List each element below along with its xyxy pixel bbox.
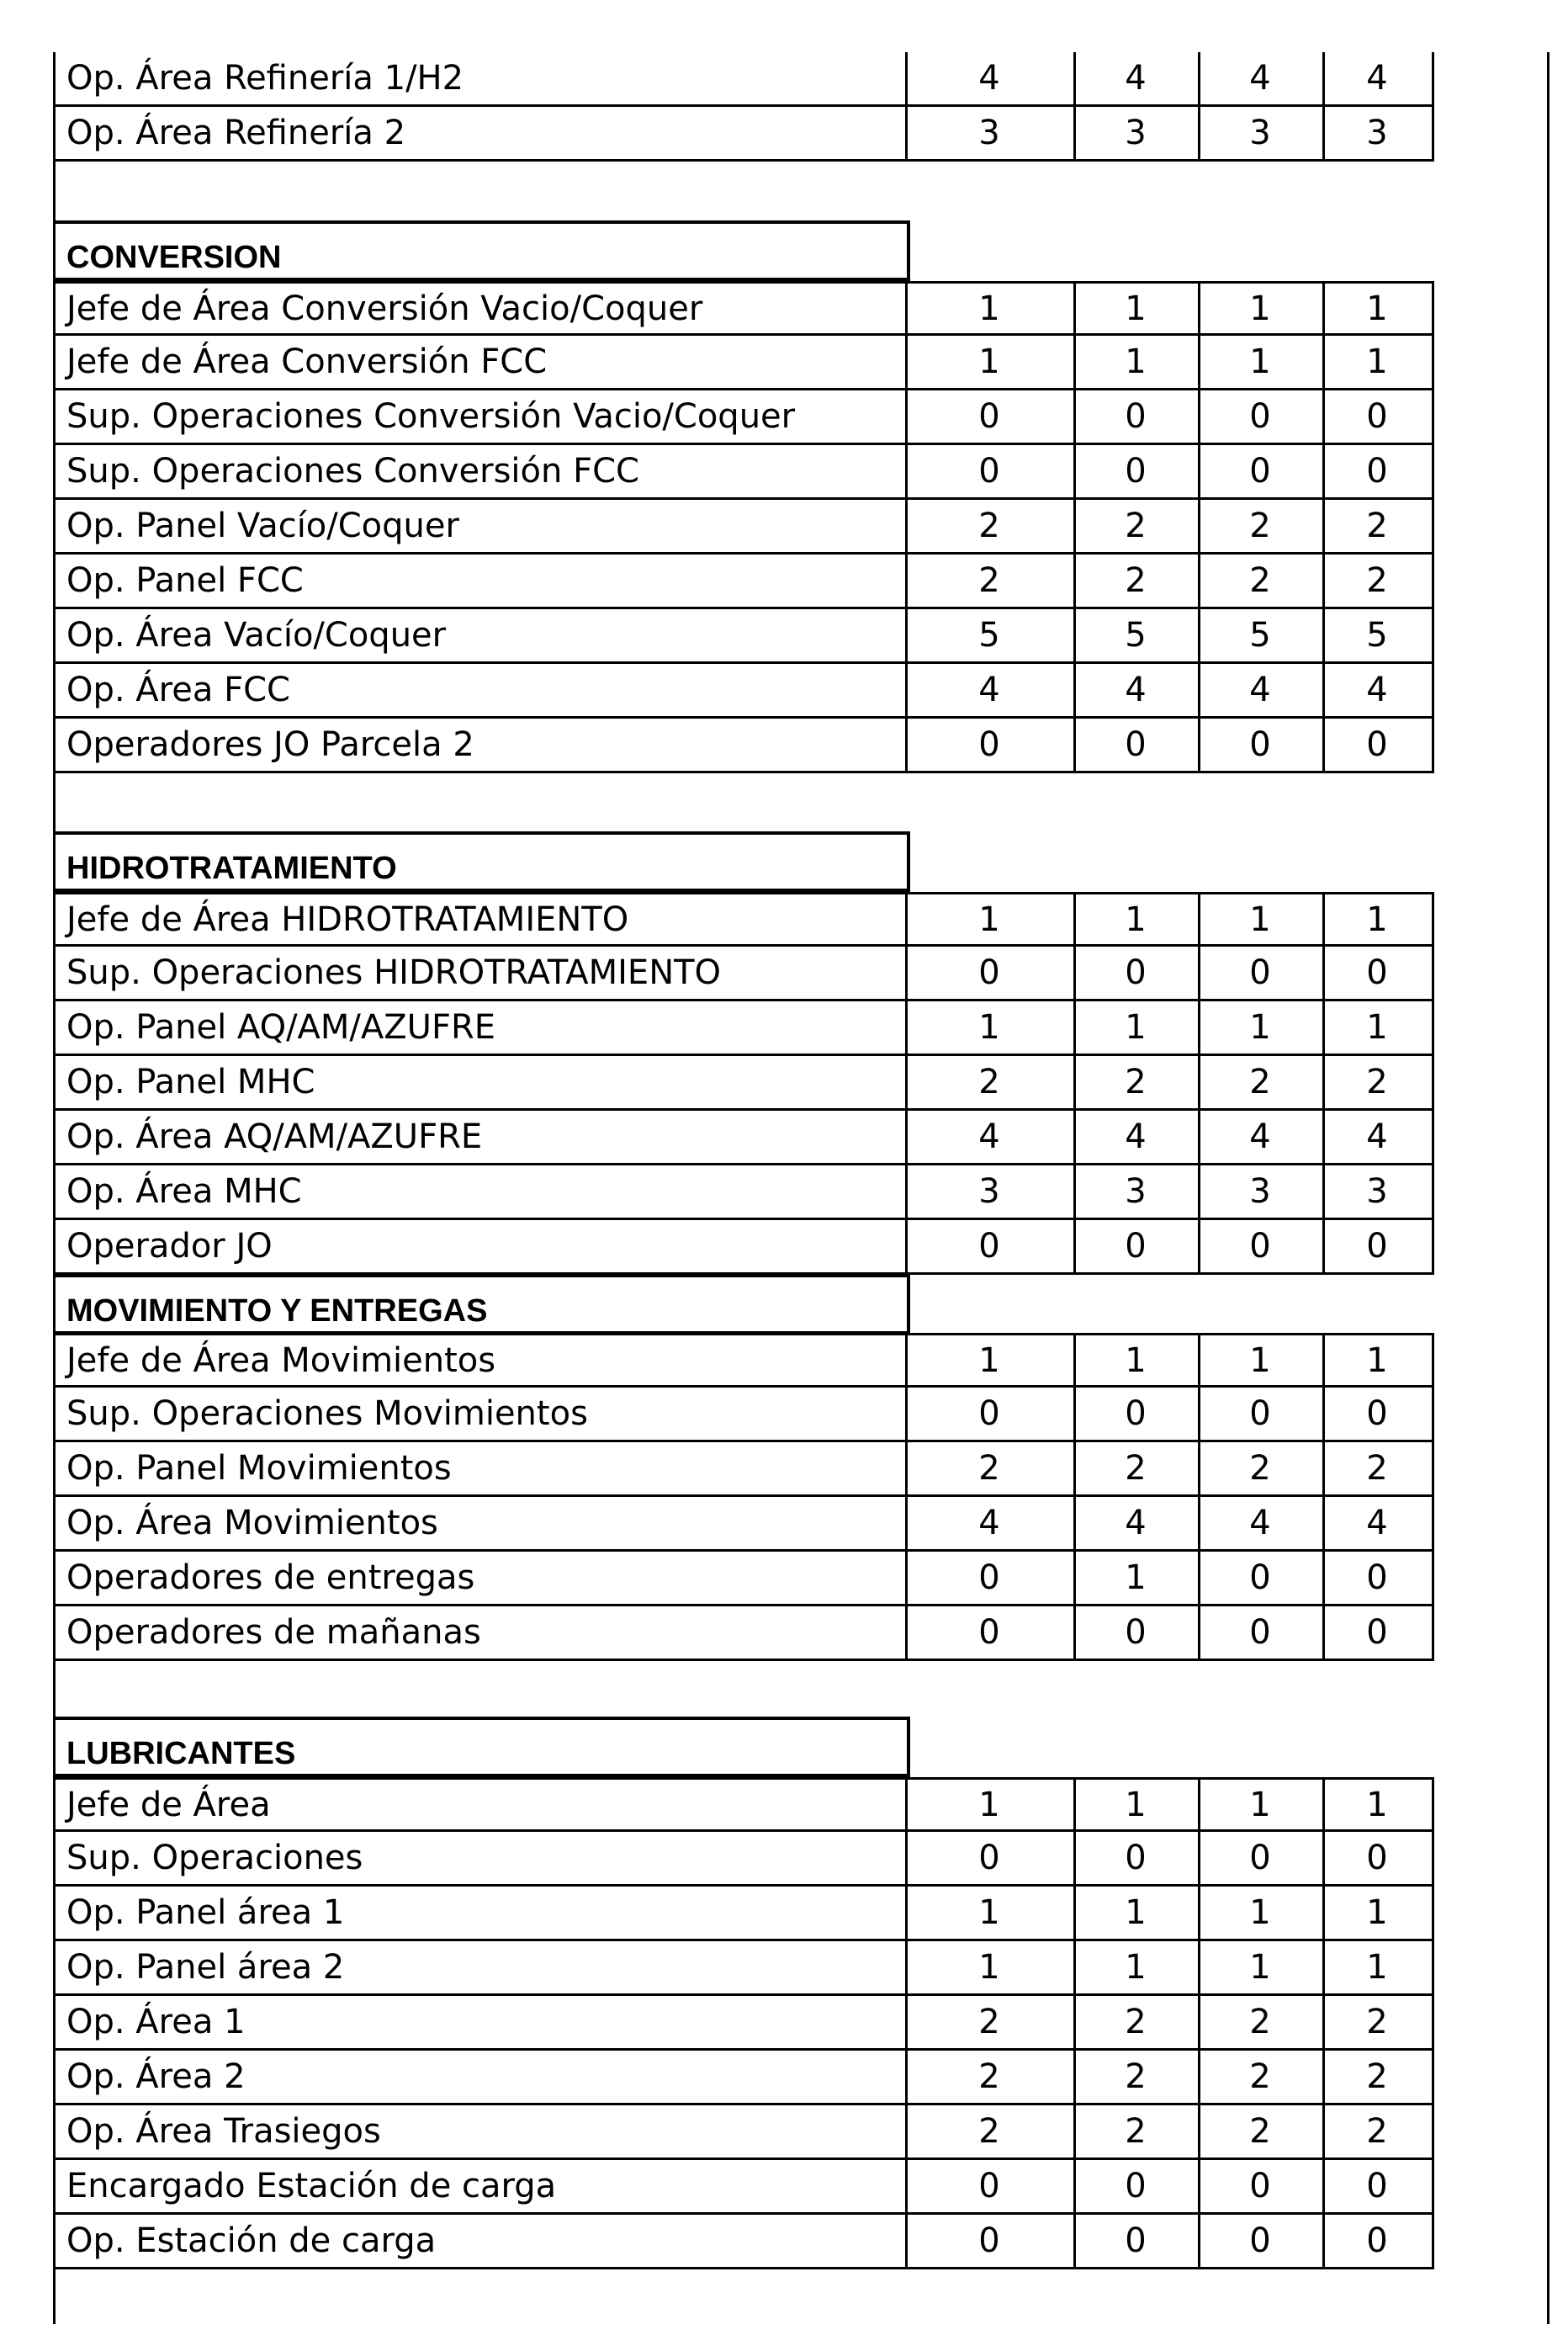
value-cell: 4	[905, 664, 1076, 719]
value-cell: 3	[1073, 107, 1200, 162]
row-label: Op. Área Refinería 2	[53, 107, 908, 162]
value-cell: 5	[905, 609, 1076, 664]
value-cell: 1	[1073, 1001, 1200, 1056]
value-cell: 2	[1322, 500, 1434, 555]
value-cell: 1	[1198, 1001, 1325, 1056]
value-cell: 0	[1322, 2160, 1434, 2215]
value-cell: 4	[1198, 1111, 1325, 1165]
value-cell: 4	[1322, 1497, 1434, 1552]
value-cell: 2	[1073, 1056, 1200, 1111]
row-label: Jefe de Área HIDROTRATAMIENTO	[53, 892, 908, 947]
value-cell: 0	[905, 1220, 1076, 1275]
row-label: Sup. Operaciones HIDROTRATAMIENTO	[53, 947, 908, 1001]
value-cell: 0	[1198, 390, 1325, 445]
value-cell: 4	[905, 1497, 1076, 1552]
value-cell: 2	[1198, 555, 1325, 609]
row-label: Op. Panel área 2	[53, 1941, 908, 1996]
value-cell: 4	[1322, 664, 1434, 719]
row-label: Sup. Operaciones Conversión Vacio/Coquer	[53, 390, 908, 445]
value-cell: 4	[1198, 52, 1325, 107]
section-header: LUBRICANTES	[53, 1717, 910, 1777]
value-cell: 1	[1198, 892, 1325, 947]
value-cell: 1	[1073, 281, 1200, 336]
value-cell: 1	[905, 1777, 1076, 1832]
value-cell: 0	[1198, 1220, 1325, 1275]
row-label: Sup. Operaciones Movimientos	[53, 1388, 908, 1442]
row-label: Op. Panel Movimientos	[53, 1442, 908, 1497]
value-cell: 1	[1322, 892, 1434, 947]
value-cell: 4	[1073, 664, 1200, 719]
row-label: Jefe de Área	[53, 1777, 908, 1832]
value-cell: 4	[1198, 1497, 1325, 1552]
row-label: Op. Área Vacío/Coquer	[53, 609, 908, 664]
value-cell: 0	[1322, 1606, 1434, 1661]
value-cell: 1	[1073, 1333, 1200, 1388]
value-cell: 0	[905, 2215, 1076, 2269]
row-label: Op. Área FCC	[53, 664, 908, 719]
value-cell: 2	[905, 1996, 1076, 2051]
value-cell: 2	[905, 2051, 1076, 2105]
value-cell: 1	[1322, 336, 1434, 390]
value-cell: 1	[1322, 1941, 1434, 1996]
value-cell: 2	[1322, 1996, 1434, 2051]
value-cell: 2	[1322, 1056, 1434, 1111]
value-cell: 4	[905, 1111, 1076, 1165]
row-label: Jefe de Área Conversión FCC	[53, 336, 908, 390]
value-cell: 0	[1322, 1388, 1434, 1442]
value-cell: 5	[1322, 609, 1434, 664]
row-label: Op. Panel AQ/AM/AZUFRE	[53, 1001, 908, 1056]
value-cell: 0	[1322, 1552, 1434, 1606]
value-cell: 1	[1073, 1777, 1200, 1832]
value-cell: 2	[1073, 500, 1200, 555]
value-cell: 5	[1198, 609, 1325, 664]
value-cell: 1	[905, 281, 1076, 336]
row-label: Jefe de Área Conversión Vacio/Coquer	[53, 281, 908, 336]
value-cell: 2	[905, 1056, 1076, 1111]
row-label: Op. Panel MHC	[53, 1056, 908, 1111]
row-label: Operadores JO Parcela 2	[53, 719, 908, 773]
value-cell: 4	[905, 52, 1076, 107]
value-cell: 0	[1198, 1832, 1325, 1887]
value-cell: 0	[1198, 2215, 1325, 2269]
value-cell: 2	[1322, 1442, 1434, 1497]
row-label: Op. Área Trasiegos	[53, 2105, 908, 2160]
value-cell: 3	[905, 107, 1076, 162]
value-cell: 3	[1322, 107, 1434, 162]
value-cell: 0	[1073, 445, 1200, 500]
value-cell: 0	[1073, 1832, 1200, 1887]
value-cell: 0	[1322, 445, 1434, 500]
value-cell: 0	[905, 947, 1076, 1001]
value-cell: 0	[1073, 2160, 1200, 2215]
value-cell: 1	[1073, 1941, 1200, 1996]
row-label: Op. Área MHC	[53, 1165, 908, 1220]
value-cell: 1	[1322, 1333, 1434, 1388]
value-cell: 4	[1322, 52, 1434, 107]
value-cell: 1	[1198, 1777, 1325, 1832]
right-page-rule	[1547, 52, 1549, 2324]
value-cell: 0	[1073, 719, 1200, 773]
row-label: Op. Panel área 1	[53, 1887, 908, 1941]
value-cell: 4	[1322, 1111, 1434, 1165]
value-cell: 2	[905, 555, 1076, 609]
row-label: Op. Panel FCC	[53, 555, 908, 609]
row-label: Op. Estación de carga	[53, 2215, 908, 2269]
value-cell: 4	[1198, 664, 1325, 719]
value-cell: 1	[1198, 336, 1325, 390]
value-cell: 1	[1198, 281, 1325, 336]
row-label: Operadores de mañanas	[53, 1606, 908, 1661]
value-cell: 2	[1198, 500, 1325, 555]
value-cell: 0	[1322, 947, 1434, 1001]
row-label: Op. Área 2	[53, 2051, 908, 2105]
value-cell: 2	[1073, 2105, 1200, 2160]
value-cell: 0	[1322, 1220, 1434, 1275]
value-cell: 2	[1198, 1996, 1325, 2051]
row-label: Sup. Operaciones Conversión FCC	[53, 445, 908, 500]
value-cell: 4	[1073, 1111, 1200, 1165]
row-label: Sup. Operaciones	[53, 1832, 908, 1887]
value-cell: 0	[1073, 1220, 1200, 1275]
value-cell: 0	[905, 390, 1076, 445]
value-cell: 0	[1073, 2215, 1200, 2269]
row-label: Operadores de entregas	[53, 1552, 908, 1606]
value-cell: 3	[905, 1165, 1076, 1220]
value-cell: 0	[1198, 947, 1325, 1001]
value-cell: 2	[1073, 2051, 1200, 2105]
value-cell: 0	[1322, 1832, 1434, 1887]
value-cell: 1	[1322, 1777, 1434, 1832]
value-cell: 1	[1198, 1887, 1325, 1941]
value-cell: 1	[1322, 281, 1434, 336]
value-cell: 0	[1198, 1552, 1325, 1606]
value-cell: 0	[905, 1606, 1076, 1661]
value-cell: 1	[1322, 1887, 1434, 1941]
value-cell: 0	[1073, 947, 1200, 1001]
value-cell: 3	[1322, 1165, 1434, 1220]
section-header: HIDROTRATAMIENTO	[53, 831, 910, 892]
value-cell: 2	[905, 500, 1076, 555]
value-cell: 0	[905, 1552, 1076, 1606]
value-cell: 2	[1198, 1442, 1325, 1497]
value-cell: 1	[1073, 892, 1200, 947]
value-cell: 2	[1198, 1056, 1325, 1111]
value-cell: 1	[1198, 1333, 1325, 1388]
value-cell: 4	[1073, 1497, 1200, 1552]
value-cell: 0	[905, 1832, 1076, 1887]
value-cell: 2	[1073, 1442, 1200, 1497]
value-cell: 0	[1198, 1606, 1325, 1661]
value-cell: 0	[1322, 719, 1434, 773]
section-header: MOVIMIENTO Y ENTREGAS	[53, 1274, 910, 1335]
value-cell: 0	[905, 445, 1076, 500]
row-label: Op. Área Refinería 1/H2	[53, 52, 908, 107]
value-cell: 2	[1322, 2051, 1434, 2105]
value-cell: 1	[1322, 1001, 1434, 1056]
value-cell: 0	[1073, 1388, 1200, 1442]
row-label: Jefe de Área Movimientos	[53, 1333, 908, 1388]
row-label: Op. Panel Vacío/Coquer	[53, 500, 908, 555]
value-cell: 2	[1198, 2051, 1325, 2105]
value-cell: 0	[905, 719, 1076, 773]
value-cell: 0	[1073, 390, 1200, 445]
value-cell: 1	[905, 1333, 1076, 1388]
value-cell: 1	[905, 892, 1076, 947]
value-cell: 1	[905, 1001, 1076, 1056]
value-cell: 0	[905, 1388, 1076, 1442]
value-cell: 3	[1198, 107, 1325, 162]
value-cell: 1	[1073, 1887, 1200, 1941]
value-cell: 5	[1073, 609, 1200, 664]
value-cell: 1	[905, 336, 1076, 390]
row-label: Operador JO	[53, 1220, 908, 1275]
value-cell: 0	[905, 2160, 1076, 2215]
section-header: CONVERSION	[53, 220, 910, 281]
value-cell: 3	[1073, 1165, 1200, 1220]
row-label: Op. Área 1	[53, 1996, 908, 2051]
value-cell: 0	[1322, 2215, 1434, 2269]
value-cell: 2	[905, 2105, 1076, 2160]
value-cell: 0	[1198, 445, 1325, 500]
value-cell: 1	[1198, 1941, 1325, 1996]
value-cell: 2	[905, 1442, 1076, 1497]
value-cell: 1	[1073, 1552, 1200, 1606]
row-label: Encargado Estación de carga	[53, 2160, 908, 2215]
value-cell: 2	[1073, 555, 1200, 609]
value-cell: 4	[1073, 52, 1200, 107]
value-cell: 1	[905, 1941, 1076, 1996]
value-cell: 1	[905, 1887, 1076, 1941]
value-cell: 0	[1198, 719, 1325, 773]
value-cell: 2	[1198, 2105, 1325, 2160]
value-cell: 0	[1322, 390, 1434, 445]
value-cell: 1	[1073, 336, 1200, 390]
value-cell: 0	[1198, 2160, 1325, 2215]
value-cell: 3	[1198, 1165, 1325, 1220]
row-label: Op. Área AQ/AM/AZUFRE	[53, 1111, 908, 1165]
value-cell: 2	[1322, 555, 1434, 609]
value-cell: 2	[1073, 1996, 1200, 2051]
value-cell: 2	[1322, 2105, 1434, 2160]
value-cell: 0	[1073, 1606, 1200, 1661]
value-cell: 0	[1198, 1388, 1325, 1442]
row-label: Op. Área Movimientos	[53, 1497, 908, 1552]
